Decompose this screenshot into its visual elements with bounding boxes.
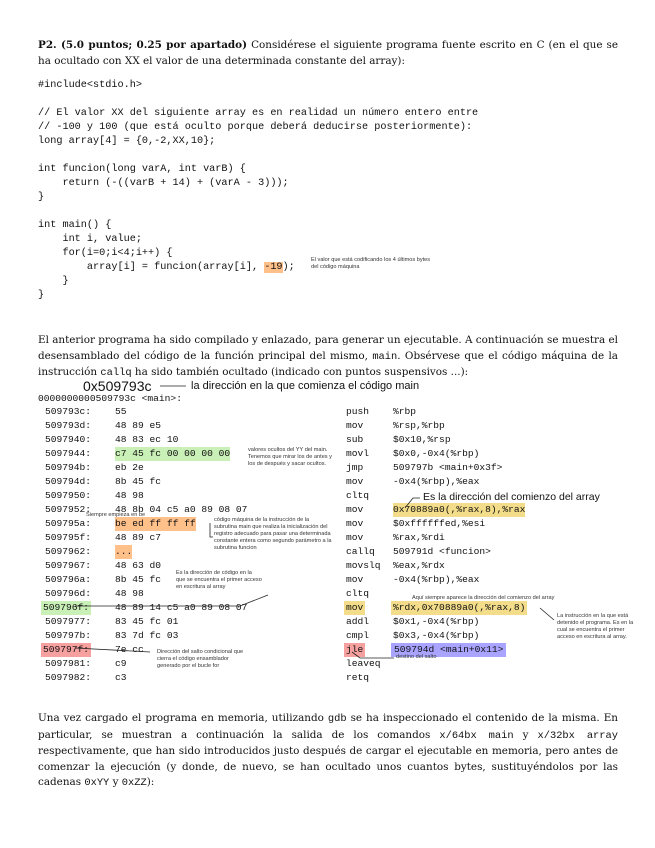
disasm-bytes: 48 8b 04 c5 a0 89 08 07	[115, 504, 248, 515]
para2-main: main	[372, 350, 398, 363]
disasm-bytes: 8b 45 fc	[115, 476, 162, 487]
disasm-bytes-highlight: ...	[115, 546, 133, 557]
para3-yy: 0xYY	[84, 777, 110, 790]
disasm-bytes-highlight: be ed ff ff ff	[115, 518, 196, 529]
code-array-decl: long array[4] = {0,-2,XX,10};	[38, 136, 216, 147]
disasm-bytes: 48 89 e5	[115, 420, 162, 431]
disasm-bytes: c9	[115, 658, 127, 669]
disasm-bytes: 48 89 14 c5 a0 89 08 07	[115, 602, 248, 613]
disasm-addr: 5097981:	[45, 658, 92, 669]
disasm-ops: $0x10,%rsp	[393, 434, 451, 445]
always-note: Aquí siempre aparece la dirección del comienzo del array	[412, 595, 555, 601]
question-text: Considérese el siguiente programa fuente escrito en C (en el que se ha ocultado con XX el valor de una determinada constante del array):	[38, 39, 619, 67]
disasm-mnem: retq	[346, 672, 370, 683]
disasm-bytes: eb 2e	[115, 462, 144, 473]
disasm-ops: $0xffffffed,%esi	[393, 518, 486, 529]
disasm-addr: 5097982:	[45, 672, 92, 683]
disasm-addr-highlight: 509796f:	[43, 602, 90, 613]
disasm-mnem: mov	[346, 532, 364, 543]
para3-zz: 0xZZ	[121, 777, 147, 790]
disasm-ops: 509797b <main+0x3f>	[393, 462, 503, 473]
disasm-ops-highlight: 0x70889a0(,%rax,8),%rax	[393, 504, 526, 515]
para2-text-2: . Obsérvese que el código máquina de la instrucción	[38, 349, 618, 379]
disasm-addr: 5097962:	[45, 546, 92, 557]
disasm-ops: 509791d <funcion>	[393, 546, 491, 557]
code-main-sig: int main() {	[38, 220, 112, 231]
paragraph-gdb	[38, 711, 618, 792]
disasm-mnem: mov	[346, 574, 364, 585]
disasm-addr: 509795f:	[45, 532, 92, 543]
disasm-bytes: c3	[115, 672, 127, 683]
disasm-addr: 509796a:	[45, 574, 92, 585]
instr-note: La instrucción en la que está detenido el programa. Es en la cual se encuentra el primer acceso en escritura al array.	[557, 613, 634, 640]
disasm-mnem: push	[346, 406, 370, 417]
para2-callq: callq	[100, 367, 132, 380]
code-comment-2: // -100 y 100 (que está oculto porque deberá deducirse posteriormente):	[38, 122, 473, 133]
disasm-mnem: mov	[346, 476, 364, 487]
code-func-return: return (-((varB + 14) + (varA - 3)));	[38, 178, 289, 189]
disasm-bytes: 48 83 ec 10	[115, 434, 179, 445]
code-func-close: }	[38, 192, 45, 203]
write-note: Es la dirección de código en la que se encuentra el primer acceso en escritura al array	[176, 570, 262, 590]
disasm-addr: 5097940:	[45, 434, 92, 445]
arrow-dest	[352, 652, 394, 658]
disasm-addr: 5097952:	[45, 504, 92, 515]
disasm-mnem: cltq	[346, 588, 370, 599]
disasm-bytes-highlight: c7 45 fc 00 00 00 00	[115, 448, 231, 459]
disasm-addr: 509793d:	[45, 420, 92, 431]
disasm-mnem: sub	[346, 434, 364, 445]
disasm-bytes: 48 98	[115, 490, 144, 501]
code-for-loop: for(i=0;i<4;i++) {	[38, 248, 173, 259]
code-main-close: }	[38, 290, 45, 301]
disasm-ops: %eax,%rdx	[393, 560, 445, 571]
disasm-mnem: jmp	[346, 462, 364, 473]
disasm-addr: 509795a:	[45, 518, 92, 529]
code-comment-1: // El valor XX del siguiente array es en realidad un número entero entre	[38, 108, 479, 119]
disasm-mnem: movslq	[346, 560, 381, 571]
para2-text-1: El anterior programa ha sido compilado y enlazado, para generar un ejecutable. A continuación se muestra el desensamblado del código de la función principal del mismo,	[38, 334, 618, 362]
code-call-text: array[i] = funcion(array[i],	[38, 262, 265, 273]
sign-ext-note: Siempre empieza en be	[86, 512, 146, 518]
code-func-sig: int funcion(long varA, int varB) {	[38, 164, 246, 175]
disasm-mnem-highlight: jle	[346, 644, 364, 655]
disasm-addr: 509796d:	[45, 588, 92, 599]
para3-text-6: ):	[146, 776, 155, 789]
disasm-bytes: 83 7d fc 03	[115, 630, 179, 641]
disasm-addr: 5097977:	[45, 616, 92, 627]
arrow-array-addr	[405, 498, 420, 508]
disasm-ops: %rbp	[393, 406, 417, 417]
disasm-bytes: 48 98	[115, 588, 144, 599]
disasm-addr: 509794b:	[45, 462, 92, 473]
para3-text-2: se ha inspeccionado el contenido de la misma. En particular, se muestran a continuación la salida de los comandos	[38, 712, 618, 741]
callarg-note: El valor que está codificando los 4 últimos bytes del código máquina	[311, 257, 431, 270]
disasm-mnem: cltq	[346, 490, 370, 501]
disasm-ops: -0x4(%rbp),%eax	[393, 476, 480, 487]
code-call-end: );	[282, 262, 295, 273]
disasm-mnem: addl	[346, 616, 370, 627]
disasm-ops: -0x4(%rbp),%eax	[393, 574, 480, 585]
disasm-ops: %rax,%rdi	[393, 532, 445, 543]
disasm-mnem-highlight: mov	[346, 602, 364, 613]
main-addr-big: 0x509793c	[83, 378, 152, 394]
hidden-yy-note: valores ocultos del YY del main. Tenemos que mirar los de antes y los de después y sacar ocultos.	[248, 447, 332, 467]
disasm-mnem: mov	[346, 504, 364, 515]
arrow-jle	[75, 648, 150, 652]
disasm-mnem: mov	[346, 518, 364, 529]
disasm-mnem: cmpl	[346, 630, 370, 641]
code-include: #include<stdio.h>	[38, 80, 142, 91]
main-header-post: <main>:	[135, 393, 182, 404]
jle-note: Dirección del salto condicional que cierra el código ensamblador generado por el bucle for	[157, 649, 244, 669]
disasm-bytes: 83 45 fc 01	[115, 616, 179, 627]
disasm-ops: $0x3,-0x4(%rbp)	[393, 630, 480, 641]
disasm-ops: $0x1,-0x4(%rbp)	[393, 616, 480, 627]
disasm-addr: 5097967:	[45, 560, 92, 571]
code-for-close: }	[38, 276, 69, 287]
para3-text-3: y	[513, 728, 538, 741]
call-arg-highlight: -19	[264, 262, 283, 273]
para3-cmd2: x/32bx array	[537, 729, 618, 742]
arrow-instr	[540, 608, 554, 620]
disasm-bytes: 55	[115, 406, 127, 417]
main-header-addr: 509793c	[95, 393, 136, 404]
para3-text-1: Una vez cargado el programa en memoria, utilizando	[38, 712, 328, 724]
disasm-mnem: leaveq	[346, 658, 381, 669]
para3-gdb: gdb	[327, 713, 347, 725]
disasm-addr: 5097944:	[45, 448, 92, 459]
para3-cmd1: x/64bx main	[439, 729, 514, 742]
arrow-write	[75, 595, 268, 606]
para3-text-4: respectivamente, que han sido introducidos justo después de cargar el ejecutable en memoria, pero antes de comenzar la ejecución (y donde, de nuevo, se han ocultado unos cuantos bytes, sustituyéndolos por las cadenas	[38, 745, 618, 789]
disasm-addr: 5097950:	[45, 490, 92, 501]
disasm-mnem: mov	[346, 420, 364, 431]
disasm-addr: 509797b:	[45, 630, 92, 641]
disasm-addr-highlight: 509797f:	[43, 644, 90, 655]
array-addr-note: Es la dirección del comienzo del array	[423, 491, 600, 503]
question-label: P2. (5.0 puntos; 0.25 por apartado)	[38, 39, 248, 51]
disasm-bytes: 48 89 c7	[115, 532, 162, 543]
disasm-ops: %rsp,%rbp	[393, 420, 445, 431]
disasm-addr: 509794d:	[45, 476, 92, 487]
disasm-ops-highlight: %rdx,0x70889a0(,%rax,8)	[393, 602, 526, 613]
para2-text-3: ha sido también ocultado (indicado con puntos suspensivos ...):	[131, 366, 469, 379]
dest-note: destino del salto	[396, 654, 437, 660]
main-addr-note: la dirección en la que comienza el código main	[191, 380, 420, 392]
code-main-decl: int i, value;	[38, 234, 142, 245]
disasm-ops: $0x0,-0x4(%rbp)	[393, 448, 480, 459]
bemov-note: código máquina de la instrucción de la subrutina main que realiza la inicialización del registro adecuado para pasar una determinada constante entera como segundo parámetro a la subrutina funcion	[214, 517, 332, 551]
disasm-bytes: 8b 45 fc	[115, 574, 162, 585]
arrow-bemov	[210, 523, 213, 537]
disasm-bytes: 7e cc	[115, 644, 144, 655]
disasm-bytes: 48 63 d0	[115, 560, 162, 571]
disasm-ops-highlight: 509794d <main+0x11>	[391, 643, 506, 657]
disasm-mnem: callq	[346, 546, 375, 557]
para3-text-5: y	[109, 776, 122, 789]
disasm-mnem: movl	[346, 448, 370, 459]
main-header-pre: 0000000000	[38, 393, 96, 404]
disasm-addr: 509793c:	[45, 406, 92, 417]
